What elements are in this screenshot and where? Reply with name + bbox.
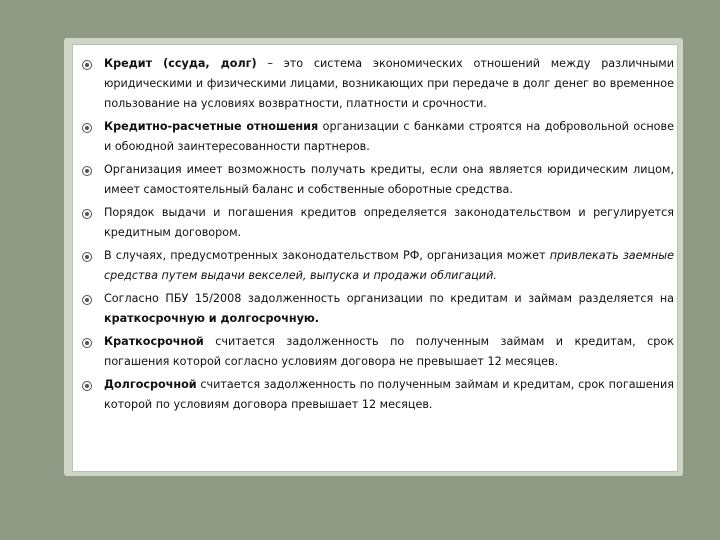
- bullet-icon: [82, 60, 92, 70]
- item-term: Краткосрочной: [104, 335, 204, 348]
- item-text: – это система экономических отношений между различными юридическими и физическими лицами, возникающих при передаче в долг денег во временное пользование на условиях возвратности, платности и срочности.: [104, 57, 674, 110]
- list-item: [82, 54, 674, 114]
- item-term: Кредитно-расчетные отношения: [104, 120, 319, 133]
- bullet-icon: [82, 123, 92, 133]
- item-term: Кредит (ссуда, долг): [104, 57, 257, 70]
- list-item: [82, 117, 674, 157]
- list-item: [82, 246, 674, 286]
- item-text: Порядок выдачи и погашения кредитов определяется законодательством и регулируется кредитным договором.: [104, 206, 674, 239]
- list-item: [82, 375, 674, 415]
- bullet-icon: [82, 252, 92, 262]
- list-item: [82, 160, 674, 200]
- list-item: [82, 289, 674, 329]
- bullet-icon: [82, 381, 92, 391]
- bullet-list: [82, 54, 674, 418]
- item-text: считается задолженность по полученным займам и кредитам, срок погашения которой по условиям договора превышает 12 месяцев.: [104, 378, 674, 411]
- bullet-icon: [82, 166, 92, 176]
- list-item: [82, 203, 674, 243]
- bullet-icon: [82, 295, 92, 305]
- item-text: Согласно ПБУ 15/2008 задолженность организации по кредитам и займам разделяется на: [104, 292, 674, 305]
- list-item: [82, 332, 674, 372]
- item-text: считается задолженность по полученным займам и кредитам, срок погашения которой согласно условиям договора не превышает 12 месяцев.: [104, 335, 674, 368]
- item-text: В случаях, предусмотренных законодательством РФ, организация может: [104, 249, 550, 262]
- item-italic-text: привлекать заемные средства путем выдачи векселей, выпуска и продажи облигаций.: [104, 249, 674, 282]
- item-text: Организация имеет возможность получать кредиты, если она является юридическим лицом, имеет самостоятельный баланс и собственные оборотные средства.: [104, 163, 674, 196]
- item-term: Долгосрочной: [104, 378, 197, 391]
- item-text: организации с банками строятся на добровольной основе и обоюдной заинтересованности партнеров.: [104, 120, 674, 153]
- bullet-icon: [82, 209, 92, 219]
- bullet-icon: [82, 338, 92, 348]
- item-term: краткосрочную и долгосрочную.: [104, 312, 320, 325]
